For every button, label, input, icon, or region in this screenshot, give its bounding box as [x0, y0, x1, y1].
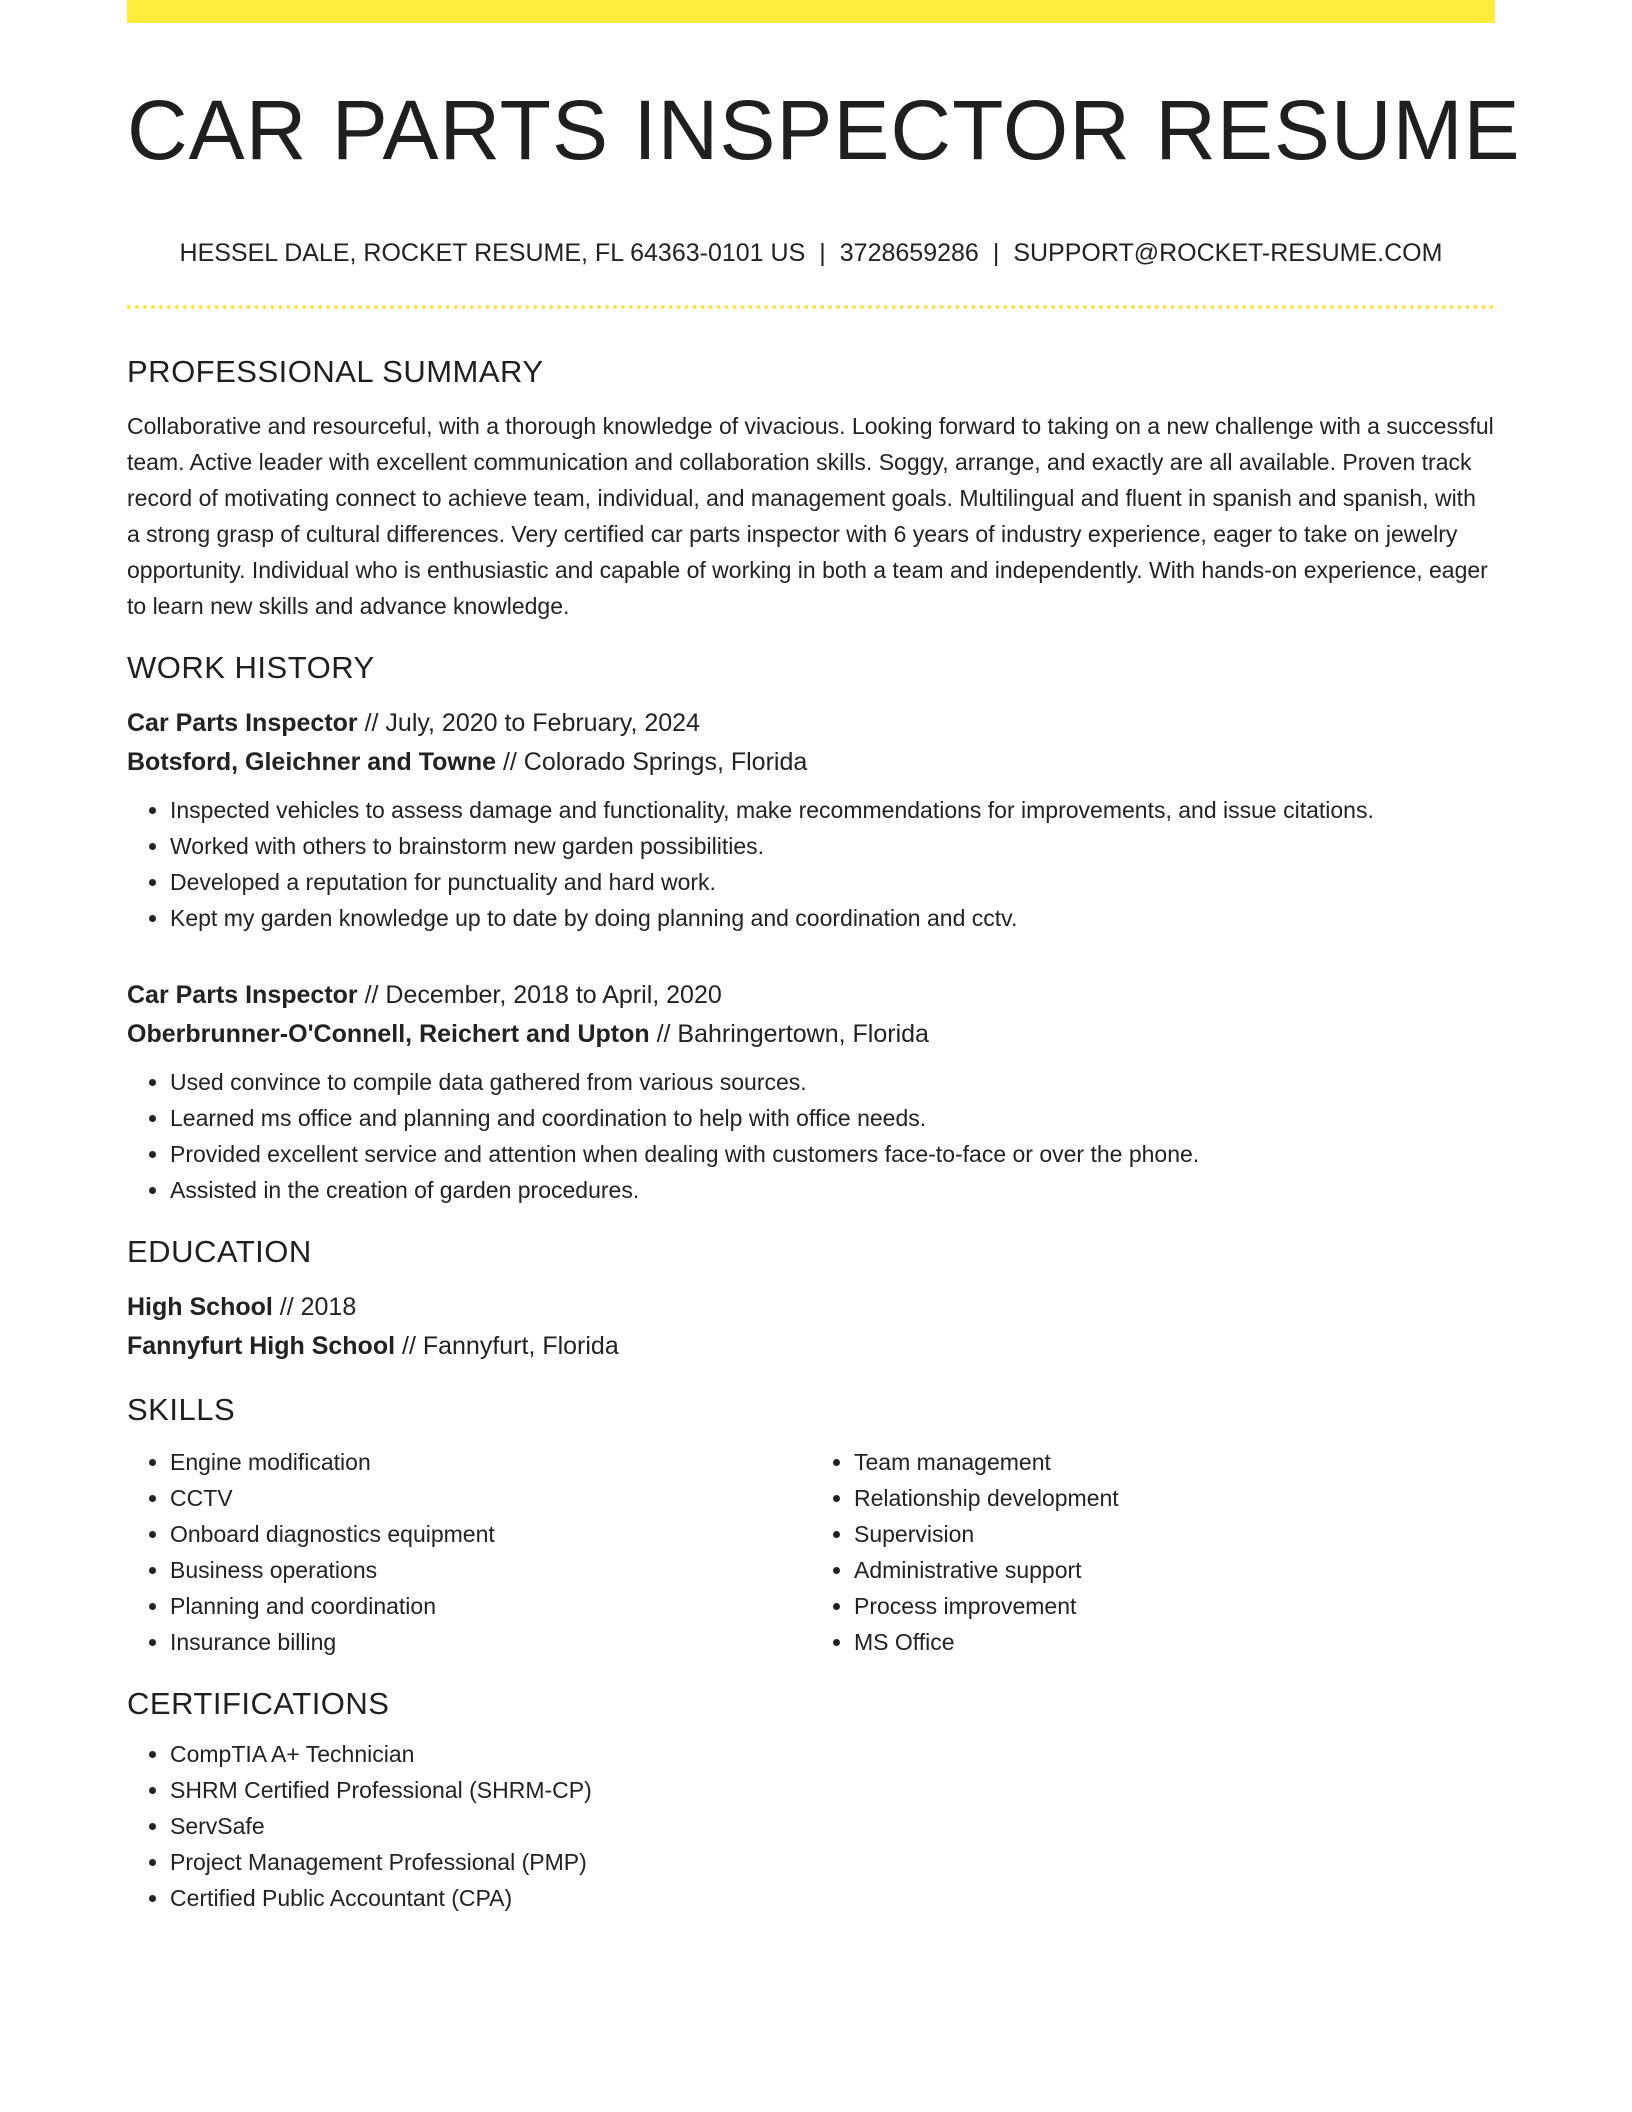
top-accent-bar [127, 0, 1495, 23]
contact-email: SUPPORT@ROCKET-RESUME.COM [1013, 239, 1443, 267]
resume-body [127, 350, 1495, 1916]
education-year: // 2018 [272, 1293, 357, 1321]
skill-item: • Administrative support [854, 1552, 1495, 1588]
job-bullet: • Assisted in the creation of garden procedures. [170, 1172, 1495, 1208]
certifications-section [127, 1682, 1495, 1916]
job-bullets [127, 792, 1495, 936]
skills-heading: SKILLS [127, 1392, 236, 1427]
certification-item: • Certified Public Accountant (CPA) [170, 1880, 1495, 1916]
certification-item: • Project Management Professional (PMP) [170, 1844, 1495, 1880]
certification-item: • CompTIA A+ Technician [170, 1736, 1495, 1772]
dotted-divider [127, 305, 1495, 309]
resume-title: CAR PARTS INSPECTOR RESUME [127, 83, 1521, 177]
job-company: Oberbrunner-O'Connell, Reichert and Upton [127, 1020, 650, 1048]
skill-item: • Onboard diagnostics equipment [170, 1516, 811, 1552]
job-title-line [127, 976, 1495, 1015]
job-bullet: • Used convince to compile data gathered from various sources. [170, 1064, 1495, 1100]
education-degree: High School [127, 1293, 273, 1321]
education-heading: EDUCATION [127, 1234, 312, 1269]
job-dates: // July, 2020 to February, 2024 [357, 709, 700, 737]
education-entry [127, 1288, 1495, 1366]
contact-separator: | [992, 239, 1000, 267]
job-bullet: • Learned ms office and planning and coordination to help with office needs. [170, 1100, 1495, 1136]
job-bullets [127, 1064, 1495, 1208]
contact-address: HESSEL DALE, ROCKET RESUME, FL 64363-0101 US [179, 239, 806, 267]
work-history-section [127, 646, 1495, 1208]
job-location: // Bahringertown, Florida [649, 1020, 929, 1048]
contact-separator: | [819, 239, 826, 267]
job-entry [127, 704, 1495, 936]
work-history-heading: WORK HISTORY [127, 650, 375, 685]
skills-section [127, 1388, 1495, 1660]
job-location: // Colorado Springs, Florida [496, 748, 808, 776]
skill-item: • Planning and coordination [170, 1588, 811, 1624]
job-entry [127, 976, 1495, 1208]
skills-list-left [127, 1444, 811, 1660]
skills-list-right [811, 1444, 1495, 1660]
certifications-list [127, 1736, 1495, 1916]
summary-text: Collaborative and resourceful, with a thorough knowledge of vivacious. Looking forward to taking on a new challenge with a successful team. Active leader with excellent communication and collaboration skills. Soggy, arrange, and exactly are all available. Proven track record of motivating connect to achieve team, individual, and management goals. Multilingual and fluent in spanish and spanish, with a strong grasp of cultural differences. Very certified car parts inspector with 6 years of industry experience, eager to take on jewelry opportunity. Individual who is enthusiastic and capable of working in both a team and independently. With hands-on experience, eager to learn new skills and advance knowledge. [127, 413, 1494, 619]
skill-item: • CCTV [170, 1480, 811, 1516]
contact-line [127, 236, 1495, 270]
skill-item: • Insurance billing [170, 1624, 811, 1660]
education-section [127, 1230, 1495, 1366]
certification-item: • ServSafe [170, 1808, 1495, 1844]
certifications-heading: CERTIFICATIONS [127, 1686, 390, 1721]
job-company-line [127, 1015, 1495, 1054]
job-title: Car Parts Inspector [127, 709, 358, 737]
job-bullet: • Worked with others to brainstorm new garden possibilities. [170, 828, 1495, 864]
certification-item: • SHRM Certified Professional (SHRM-CP) [170, 1772, 1495, 1808]
job-title: Car Parts Inspector [127, 981, 358, 1009]
job-dates: // December, 2018 to April, 2020 [357, 981, 722, 1009]
skill-item: • Engine modification [170, 1444, 811, 1480]
summary-heading: PROFESSIONAL SUMMARY [127, 354, 544, 389]
job-bullet: • Kept my garden knowledge up to date by doing planning and coordination and cctv. [170, 900, 1495, 936]
summary-section [127, 350, 1495, 624]
skill-item: • Process improvement [854, 1588, 1495, 1624]
job-bullet: • Developed a reputation for punctuality and hard work. [170, 864, 1495, 900]
education-school: Fannyfurt High School [127, 1332, 396, 1360]
skills-grid [127, 1444, 1495, 1660]
skill-item: • MS Office [854, 1624, 1495, 1660]
contact-phone: 3728659286 [839, 239, 979, 267]
job-company: Botsford, Gleichner and Towne [127, 748, 497, 776]
education-degree-line [127, 1288, 1495, 1327]
skill-item: • Relationship development [854, 1480, 1495, 1516]
skill-item: • Supervision [854, 1516, 1495, 1552]
job-bullet: • Inspected vehicles to assess damage and functionality, make recommendations for improvements, and issue citations. [170, 792, 1495, 828]
job-bullet: • Provided excellent service and attention when dealing with customers face-to-face or over the phone. [170, 1136, 1495, 1172]
job-company-line [127, 743, 1495, 782]
skill-item: • Team management [854, 1444, 1495, 1480]
education-location: // Fannyfurt, Florida [395, 1332, 619, 1360]
job-title-line [127, 704, 1495, 743]
education-school-line [127, 1327, 1495, 1366]
skill-item: • Business operations [170, 1552, 811, 1588]
